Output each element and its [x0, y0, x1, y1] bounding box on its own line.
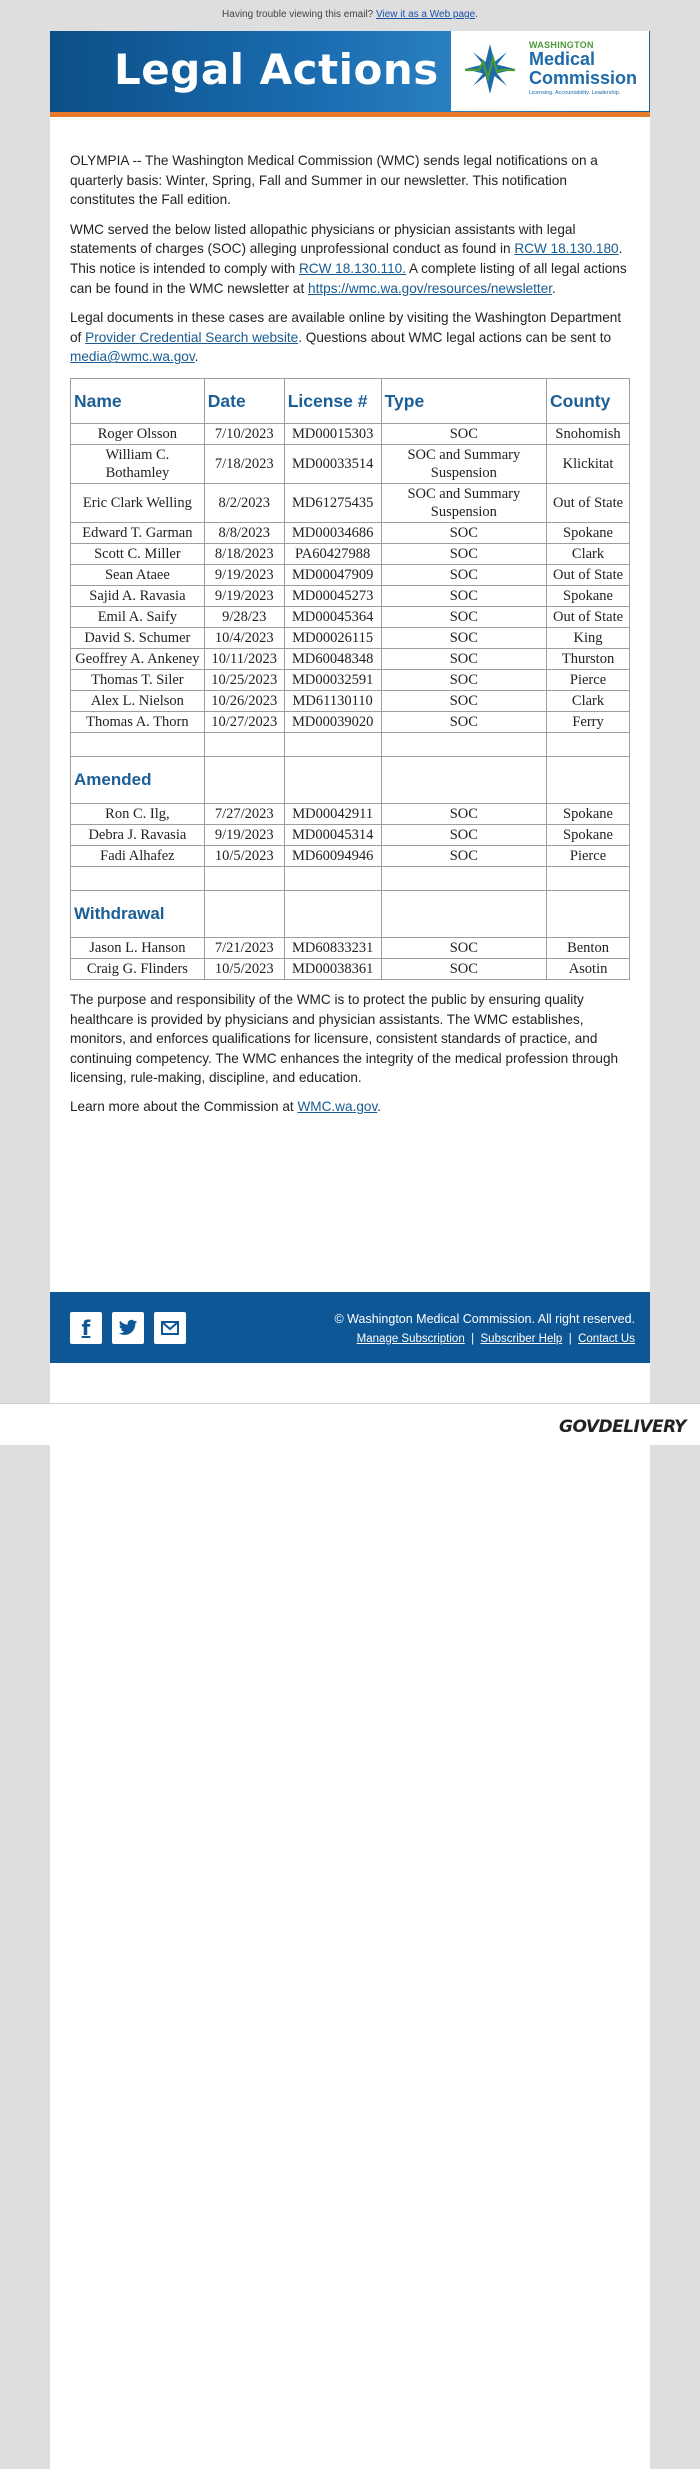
blank-cell	[381, 756, 546, 803]
county-cell: Clark	[547, 543, 630, 564]
type-cell: SOC	[381, 564, 546, 585]
license-cell: MD61130110	[284, 690, 381, 711]
date-cell: 8/2/2023	[204, 483, 284, 522]
withdrawal-rows	[71, 937, 630, 979]
table-row	[71, 824, 630, 845]
blank-cell	[204, 756, 284, 803]
facebook-icon[interactable]: f	[70, 1312, 102, 1344]
name-cell: Fadi Alhafez	[71, 845, 205, 866]
county-cell: Spokane	[547, 585, 630, 606]
rcw-110-link[interactable]: RCW 18.130.110.	[298, 260, 406, 276]
withdrawal-heading: Withdrawal	[71, 890, 205, 937]
blank-cell	[547, 756, 630, 803]
date-cell: 10/5/2023	[204, 958, 284, 979]
county-cell: Thurston	[547, 648, 630, 669]
county-cell: Ferry	[547, 711, 630, 732]
type-cell: SOC	[381, 824, 546, 845]
footer-links	[357, 1333, 635, 1345]
twitter-icon[interactable]	[112, 1312, 144, 1344]
blank-cell	[547, 890, 630, 937]
name-cell: Emil A. Saify	[71, 606, 205, 627]
table-row	[71, 543, 630, 564]
text: .	[194, 349, 199, 365]
license-cell: PA60427988	[284, 543, 381, 564]
wmc-logo	[451, 31, 649, 111]
name-cell: Debra J. Ravasia	[71, 824, 205, 845]
name-cell: Thomas T. Siler	[71, 669, 205, 690]
section-header-row	[71, 890, 630, 937]
county-cell: Spokane	[547, 824, 630, 845]
license-cell: MD00034686	[284, 522, 381, 543]
license-cell: MD60048348	[284, 648, 381, 669]
name-cell: Ron C. Ilg,	[71, 803, 205, 824]
web-view-text: Having trouble viewing this email?	[222, 9, 374, 20]
date-cell: 9/19/2023	[204, 564, 284, 585]
blank-cell	[71, 866, 205, 890]
license-cell: MD00045273	[284, 585, 381, 606]
date-cell: 10/4/2023	[204, 627, 284, 648]
blank-cell	[381, 890, 546, 937]
blank-cell	[71, 732, 205, 756]
header-license: License #	[284, 378, 381, 423]
license-cell: MD00032591	[284, 669, 381, 690]
logo-line1: Medical	[529, 49, 596, 69]
county-cell: King	[547, 627, 630, 648]
blank-cell	[204, 732, 284, 756]
date-cell: 10/27/2023	[204, 711, 284, 732]
text: A complete listing of all legal actions can be found in the WMC newsletter at	[70, 260, 627, 296]
intro-paragraph-3	[70, 308, 630, 367]
table-row	[71, 845, 630, 866]
copyright-text: © Washington Medical Commission. All right reserved.	[334, 1312, 635, 1326]
closing-paragraph-1: The purpose and responsibility of the WMC is to protect the public by ensuring quality healthcare is provided by physicians and physician assistants. The WMC establishes, monitors, and enforces qualifications for licensure, consistent standards of practice, and continuing competency. The WMC enhances the integrity of the medical profession through licensing, rule-making, discipline, and education.	[70, 991, 619, 1086]
date-cell: 8/8/2023	[204, 522, 284, 543]
table-row	[71, 803, 630, 824]
banner-stripe	[50, 112, 650, 117]
blank-cell	[381, 866, 546, 890]
logo-state: WASHINGTON	[529, 40, 594, 50]
table-header-row	[71, 378, 630, 423]
table-row	[71, 669, 630, 690]
table-row	[71, 958, 630, 979]
logo-text	[529, 40, 637, 96]
media-email-link[interactable]: media@wmc.wa.gov	[70, 349, 195, 365]
table-row	[71, 690, 630, 711]
name-cell: Jason L. Hanson	[71, 937, 205, 958]
govdelivery-logo[interactable]	[559, 1417, 686, 1437]
email-icon[interactable]	[154, 1312, 186, 1344]
bottom-bar	[0, 1403, 700, 1445]
table-row	[71, 606, 630, 627]
county-cell: Out of State	[547, 564, 630, 585]
main-content	[50, 117, 650, 980]
name-cell: Alex L. Nielson	[71, 690, 205, 711]
date-cell: 7/18/2023	[204, 444, 284, 483]
table-row	[71, 483, 630, 522]
type-cell: SOC	[381, 669, 546, 690]
license-cell: MD00038361	[284, 958, 381, 979]
date-cell: 10/11/2023	[204, 648, 284, 669]
type-cell: SOC	[381, 627, 546, 648]
blank-cell	[284, 732, 381, 756]
county-cell: Out of State	[547, 483, 630, 522]
license-cell: MD61275435	[284, 483, 381, 522]
type-cell: SOC	[381, 606, 546, 627]
license-cell: MD00015303	[284, 423, 381, 444]
text: . This notice is intended to comply with	[70, 241, 623, 276]
legal-actions-table	[70, 378, 630, 980]
blank-cell	[204, 866, 284, 890]
logo-tagline: Licensing. Accountability. Leadership.	[529, 90, 621, 96]
blank-cell	[204, 890, 284, 937]
date-cell: 10/5/2023	[204, 845, 284, 866]
amended-rows	[71, 803, 630, 866]
county-cell: Clark	[547, 690, 630, 711]
type-cell: SOC	[381, 711, 546, 732]
separator: |	[471, 1333, 475, 1345]
manage-subscription-link[interactable]: Manage Subscription	[356, 1333, 465, 1345]
header-county: County	[547, 378, 630, 423]
contact-us-link[interactable]: Contact Us	[578, 1333, 635, 1345]
license-cell: MD00042911	[284, 803, 381, 824]
county-cell: Spokane	[547, 522, 630, 543]
table-row	[71, 585, 630, 606]
name-cell: Scott C. Miller	[71, 543, 205, 564]
type-cell: SOC	[381, 937, 546, 958]
date-cell: 7/21/2023	[204, 937, 284, 958]
intro-paragraph-1: OLYMPIA -- The Washington Medical Commission (WMC) sends legal notifications on a quarterly basis: Winter, Spring, Fall and Summer in our newsletter. This notification constitutes the Fall edition.	[70, 153, 598, 208]
main-rows	[71, 423, 630, 732]
table-row	[71, 711, 630, 732]
type-cell: SOC	[381, 543, 546, 564]
banner-title: Legal Actions	[114, 45, 439, 94]
blank-cell	[284, 890, 381, 937]
text: Learn more about the Commission at	[70, 1098, 298, 1114]
county-cell: Out of State	[547, 606, 630, 627]
type-cell: SOC	[381, 845, 546, 866]
logo-line2: Commission	[529, 68, 638, 88]
date-cell: 7/27/2023	[204, 803, 284, 824]
name-cell: Eric Clark Welling	[71, 483, 205, 522]
spacer-row	[71, 866, 630, 890]
section-header-row	[71, 756, 630, 803]
type-cell: SOC	[381, 690, 546, 711]
date-cell: 8/18/2023	[204, 543, 284, 564]
amended-section	[71, 732, 630, 803]
license-cell: MD00033514	[284, 444, 381, 483]
license-cell: MD00047909	[284, 564, 381, 585]
license-cell: MD00045314	[284, 824, 381, 845]
blank-cell	[381, 732, 546, 756]
header-type: Type	[381, 378, 546, 423]
text: Legal documents in these cases are available online by visiting the Washington Department of	[70, 310, 622, 345]
name-cell: Edward T. Garman	[71, 522, 205, 543]
email-container	[50, 31, 650, 2469]
county-cell: Snohomish	[547, 423, 630, 444]
county-cell: Pierce	[547, 845, 630, 866]
text: .	[552, 280, 556, 296]
type-cell: SOC	[381, 803, 546, 824]
county-cell: Klickitat	[547, 444, 630, 483]
newsletter-link[interactable]: https://wmc.wa.gov/resources/newsletter	[308, 280, 553, 296]
table-row	[71, 648, 630, 669]
type-cell: SOC and Summary Suspension	[381, 483, 546, 522]
table-row	[71, 423, 630, 444]
header-name: Name	[71, 378, 205, 423]
closing-content	[50, 990, 650, 1117]
amended-heading: Amended	[71, 756, 205, 803]
table-row	[71, 522, 630, 543]
county-cell: Pierce	[547, 669, 630, 690]
date-cell: 9/28/23	[204, 606, 284, 627]
rcw-180-link[interactable]: RCW 18.130.180	[514, 241, 619, 257]
name-cell: Thomas A. Thorn	[71, 711, 205, 732]
date-cell: 7/10/2023	[204, 423, 284, 444]
type-cell: SOC	[381, 958, 546, 979]
subscriber-help-link[interactable]: Subscriber Help	[480, 1333, 563, 1345]
provider-search-link[interactable]: Provider Credential Search website	[85, 329, 299, 345]
govdelivery-text: GOVDELIVERY	[559, 1417, 686, 1437]
type-cell: SOC	[381, 423, 546, 444]
name-cell: David S. Schumer	[71, 627, 205, 648]
license-cell: MD60833231	[284, 937, 381, 958]
type-cell: SOC	[381, 585, 546, 606]
table-row	[71, 937, 630, 958]
withdrawal-section	[71, 866, 630, 937]
web-view-end: .	[475, 9, 478, 20]
license-cell: MD00045364	[284, 606, 381, 627]
blank-cell	[547, 732, 630, 756]
name-cell: Roger Olsson	[71, 423, 205, 444]
table-row	[71, 444, 630, 483]
blank-cell	[284, 756, 381, 803]
footer	[50, 1292, 650, 1363]
text: .	[377, 1098, 382, 1114]
name-cell: Craig G. Flinders	[71, 958, 205, 979]
separator: |	[568, 1333, 572, 1345]
blank-cell	[547, 866, 630, 890]
table-row	[71, 564, 630, 585]
type-cell: SOC and Summary Suspension	[381, 444, 546, 483]
name-cell: William C. Bothamley	[71, 444, 205, 483]
date-cell: 9/19/2023	[204, 824, 284, 845]
text: . Questions about WMC legal actions can be sent to	[298, 329, 612, 345]
license-cell: MD00026115	[284, 627, 381, 648]
intro-paragraph-2	[70, 220, 630, 298]
header-date: Date	[204, 378, 284, 423]
table-row	[71, 627, 630, 648]
county-cell: Spokane	[547, 803, 630, 824]
name-cell: Sajid A. Ravasia	[71, 585, 205, 606]
name-cell: Geoffrey A. Ankeney	[71, 648, 205, 669]
type-cell: SOC	[381, 522, 546, 543]
star-of-life-icon	[463, 42, 517, 96]
web-view-note	[0, 9, 700, 20]
county-cell: Asotin	[547, 958, 630, 979]
date-cell: 10/26/2023	[204, 690, 284, 711]
date-cell: 10/25/2023	[204, 669, 284, 690]
closing-paragraph-2	[70, 1097, 630, 1117]
wmc-site-link[interactable]: WMC.wa.gov	[297, 1098, 378, 1114]
spacer-row	[71, 732, 630, 756]
license-cell: MD60094946	[284, 845, 381, 866]
type-cell: SOC	[381, 648, 546, 669]
county-cell: Benton	[547, 937, 630, 958]
license-cell: MD00039020	[284, 711, 381, 732]
date-cell: 9/19/2023	[204, 585, 284, 606]
name-cell: Sean Ataee	[71, 564, 205, 585]
text: WMC served the below listed allopathic physicians or physician assistants with legal statements of charges (SOC) alleging unprofessional conduct as found in	[70, 221, 576, 257]
blank-cell	[284, 866, 381, 890]
web-view-link[interactable]: View it as a Web page	[376, 9, 476, 20]
header-banner	[50, 31, 650, 117]
